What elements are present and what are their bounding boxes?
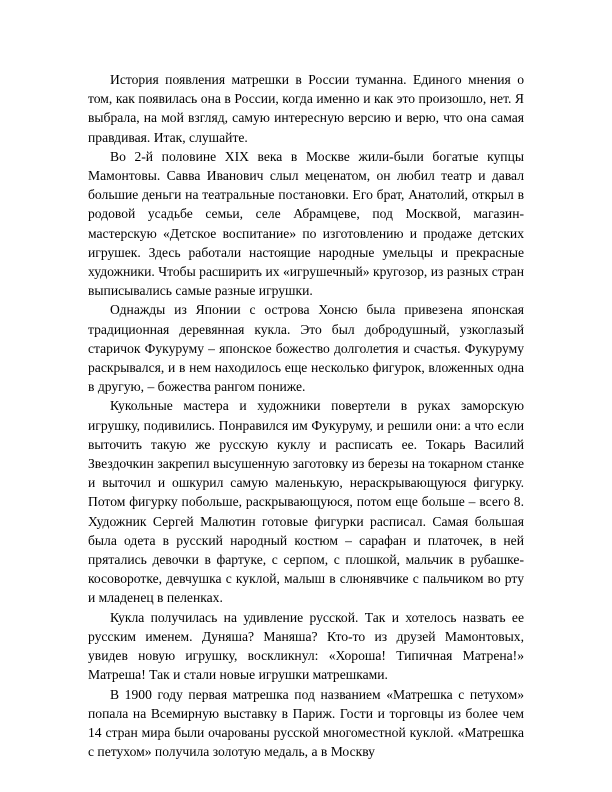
paragraph-craftsmen: Кукольные мастера и художники повертели в руках заморскую игрушку, подивились. Понравился им Фукуруму, и решили они: а что если выточить такую же русскую куклу и расписать ее. Токарь Василий Звездочкин закрепил высушенную заготовку из березы на токарном станке и выточил и ошкурил самую маленькую, нераскрывающуюся фигурку. Потом фигурку побольше, раскрывающуюся, потом еще больше – всего 8. Художник Сергей Малютин готовые фигурки расписал. Самая большая была одета в русский народный костюм – сарафан и платочек, в ней прятались девочки в фартуке, с серпом, с плошкой, мальчик в рубашке-косоворотке, девчушка с куклой, малыш в слюнявчике с пальчиком во рту и младенец в пеленках. [88, 398, 524, 606]
paragraph-paris-1900: В 1900 году первая матрешка под названием «Матрешка с петухом» попала на Всемирную выставку в Париж. Гости и торговцы из более чем 14 стран мира были очарованы русской многоместной куклой. «Матрешка с петухом» получила золотую медаль, а в Москву [88, 686, 524, 760]
document-page [88, 70, 524, 761]
paragraph-naming: Кукла получилась на удивление русской. Так и хотелось назвать ее русским именем. Дуняша? Маняша? Кто-то из друзей Мамонтовых, увидев новую игрушку, воскликнул: «Хороша! Типичная Матрена!» Матреша! Так и стали новые игрушки матрешками. [88, 609, 524, 683]
paragraph-mamontovs: Во 2-й половине XIX века в Москве жили-были богатые купцы Мамонтовы. Савва Иванович слыл меценатом, он любил театр и давал большие деньги на театральные постановки. Его брат, Анатолий, открыл в родовой усадьбе семьи, селе Абрамцеве, под Москвой, магазин-мастерскую «Детское воспитание» по изготовлению и продаже детских игрушек. Здесь работали настоящие народные умельцы и прекрасные художники. Чтобы расширить их «игрушечный» кругозор, из разных стран выписывались самые разные игрушки. [88, 148, 524, 299]
paragraph-intro: История появления матрешки в России туманна. Единого мнения о том, как появилась она в России, когда именно и как это произошло, нет. Я выбрала, на мой взгляд, самую интересную версию и верю, что она самая правдивая. Итак, слушайте. [88, 72, 524, 145]
paragraph-fukurumu: Однажды из Японии с острова Хонсю была привезена японская традиционная деревянная кукла. Это был добродушный, узкоглазый старичок Фукуруму – японское божество долголетия и счастья. Фукуруму раскрывался, и в нем находилось еще несколько фигурок, вложенных одна в другую, – божества рангом пониже. [88, 302, 524, 395]
